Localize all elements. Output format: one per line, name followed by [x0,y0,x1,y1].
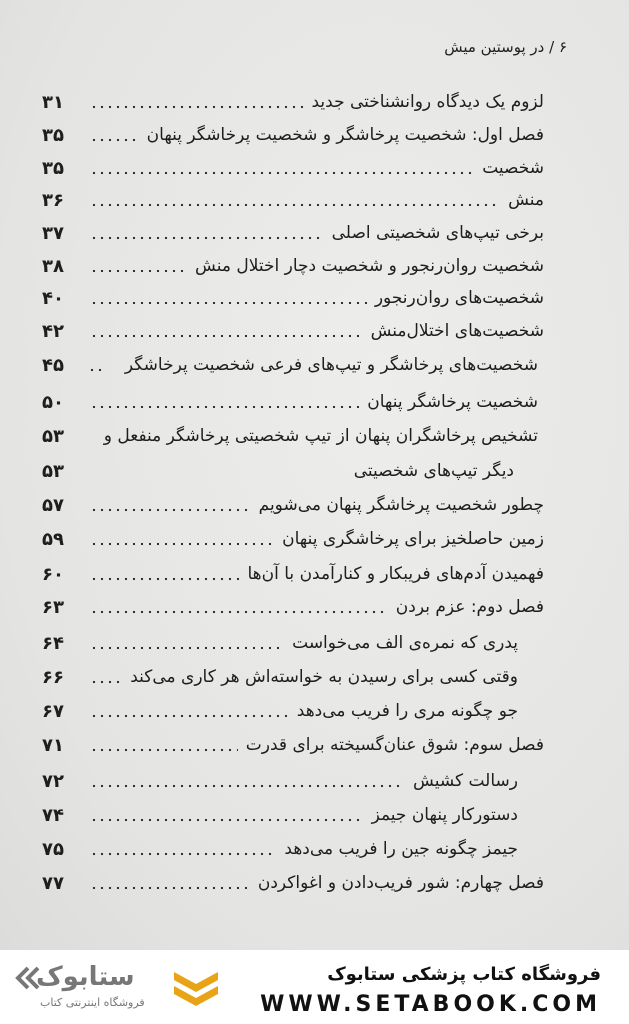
dot-leader [90,404,359,410]
running-head: ۶ / در پوستین میش [444,38,567,56]
toc-page-number: ۳۸ [42,256,64,277]
toc-page-number: ۵۳ [42,426,64,447]
toc-row [0,771,629,805]
toc-title: جیمز چگونه جین را فریب می‌دهد [284,839,518,859]
dot-leader [90,783,405,789]
toc-title: دستورکار پنهان جیمز [371,805,518,825]
toc-row [0,355,629,389]
toc-page-number: ۶۳ [42,597,64,618]
dot-leader [90,851,276,857]
toc-row [0,667,629,701]
toc-row [0,223,629,257]
shop-url: WWW.SETABOOK.COM [260,992,601,1017]
toc-page-number: ۴۲ [42,321,64,342]
dot-leader [90,645,284,651]
toc-title: شخصیت‌های روان‌رنجور [374,288,544,308]
dot-leader [90,713,289,719]
toc-title: فصل چهارم: شور فریب‌دادن و اغواکردن [257,873,544,893]
dot-leader [90,202,500,208]
dot-leader [90,885,250,891]
dot-leader [90,104,303,110]
toc-title: شخصیت روان‌رنجور و شخصیت دچار اختلال منش [195,256,544,276]
dot-leader [90,137,139,143]
dot-leader [90,541,274,547]
dot-leader [90,679,122,685]
double-chevron-icon [12,964,42,992]
toc-row [0,288,629,322]
toc-title: فصل اول: شخصیت پرخاشگر و شخصیت پرخاشگر پنهان [146,125,544,145]
toc-page-number: ۳۷ [42,223,64,244]
toc-title: جو چگونه مری را فریب می‌دهد [296,701,518,721]
toc-title: شخصیت‌های پرخاشگر و تیپ‌های فرعی شخصیت پرخاشگر [124,355,538,375]
toc-page-number: ۵۹ [42,529,64,550]
dot-leader [90,235,324,241]
toc-title: شخصیت پرخاشگر پنهان [367,392,538,412]
dot-leader [88,367,102,373]
toc-title: شخصیت [482,158,544,178]
toc-row [0,839,629,873]
dot-leader [90,817,364,823]
toc-row [0,495,629,529]
toc-page-number: ۶۰ [42,564,64,585]
toc-title: برخی تیپ‌های شخصیتی اصلی [331,223,544,243]
toc-title: رسالت کشیش [413,771,518,791]
toc-page-number: ۷۱ [42,735,64,756]
toc-page-number: ۶۷ [42,701,64,722]
toc-title: تشخیص پرخاشگران پنهان از تیپ شخصیتی پرخاشگر منفعل و [103,426,538,446]
toc-title: فصل دوم: عزم بردن [395,597,544,617]
toc-page-number: ۵۷ [42,495,64,516]
setabook-logo-icon [170,966,222,1010]
toc-page-number: ۷۵ [42,839,64,860]
toc-row [0,190,629,224]
toc-title: فصل سوم: شوق عنان‌گسیخته برای قدرت [245,735,544,755]
toc-title: وقتی کسی برای رسیدن به خواسته‌اش هر کاری می‌کند [130,667,518,687]
toc-page-number: ۳۱ [42,92,64,113]
toc-page-number: ۳۵ [42,158,64,179]
shop-name: فروشگاه کتاب پزشکی ستابوک [327,964,601,985]
toc-row [0,873,629,907]
toc-row [0,597,629,631]
toc-page-number: ۳۶ [42,190,64,211]
dot-leader [90,507,251,513]
toc-page-number: ۴۵ [42,355,64,376]
toc-row [0,256,629,290]
toc-title: چطور شخصیت پرخاشگر پنهان می‌شویم [258,495,544,515]
toc-page-number: ۶۴ [42,633,64,654]
toc-title: لزوم یک دیدگاه روانشناختی جدید [311,92,544,112]
dot-leader [90,576,240,582]
toc-row [0,392,629,426]
toc-row [0,735,629,769]
toc-row [0,125,629,159]
toc-row [0,321,629,355]
dot-leader [90,747,238,753]
toc-page-number: ۴۰ [42,288,64,309]
toc-page-number: ۷۴ [42,805,64,826]
logo-wordmark: ستابوک [36,962,135,992]
toc-row [0,701,629,735]
toc-row [0,564,629,598]
dot-leader [90,300,367,306]
toc-row [0,633,629,667]
toc-title: زمین حاصلخیز برای پرخاشگری پنهان [282,529,544,549]
toc-page-number: ۷۲ [42,771,64,792]
toc-page-number: ۶۶ [42,667,64,688]
toc-row [0,461,629,495]
logo-tagline: فروشگاه اینترنتی کتاب [40,996,145,1009]
watermark-footer [0,950,629,1024]
dot-leader [90,333,363,339]
dot-leader [90,170,474,176]
toc-page-number: ۵۰ [42,392,64,413]
toc-title: شخصیت‌های اختلال‌منش [370,321,544,341]
toc-row [0,92,629,126]
toc-page-number: ۵۳ [42,461,64,482]
toc-row [0,805,629,839]
dot-leader [90,268,187,274]
toc-title: منش [508,190,544,210]
dot-leader [90,609,388,615]
toc-row [0,158,629,192]
toc-title: دیگر تیپ‌های شخصیتی [353,461,514,481]
toc-title: فهمیدن آدم‌های فریبکار و کنارآمدن با آن‌ها [247,564,544,584]
toc-title: پدری که نمره‌ی الف می‌خواست [292,633,518,653]
toc-row [0,426,629,460]
toc-page-number: ۳۵ [42,125,64,146]
toc-page-number: ۷۷ [42,873,64,894]
toc-row [0,529,629,563]
